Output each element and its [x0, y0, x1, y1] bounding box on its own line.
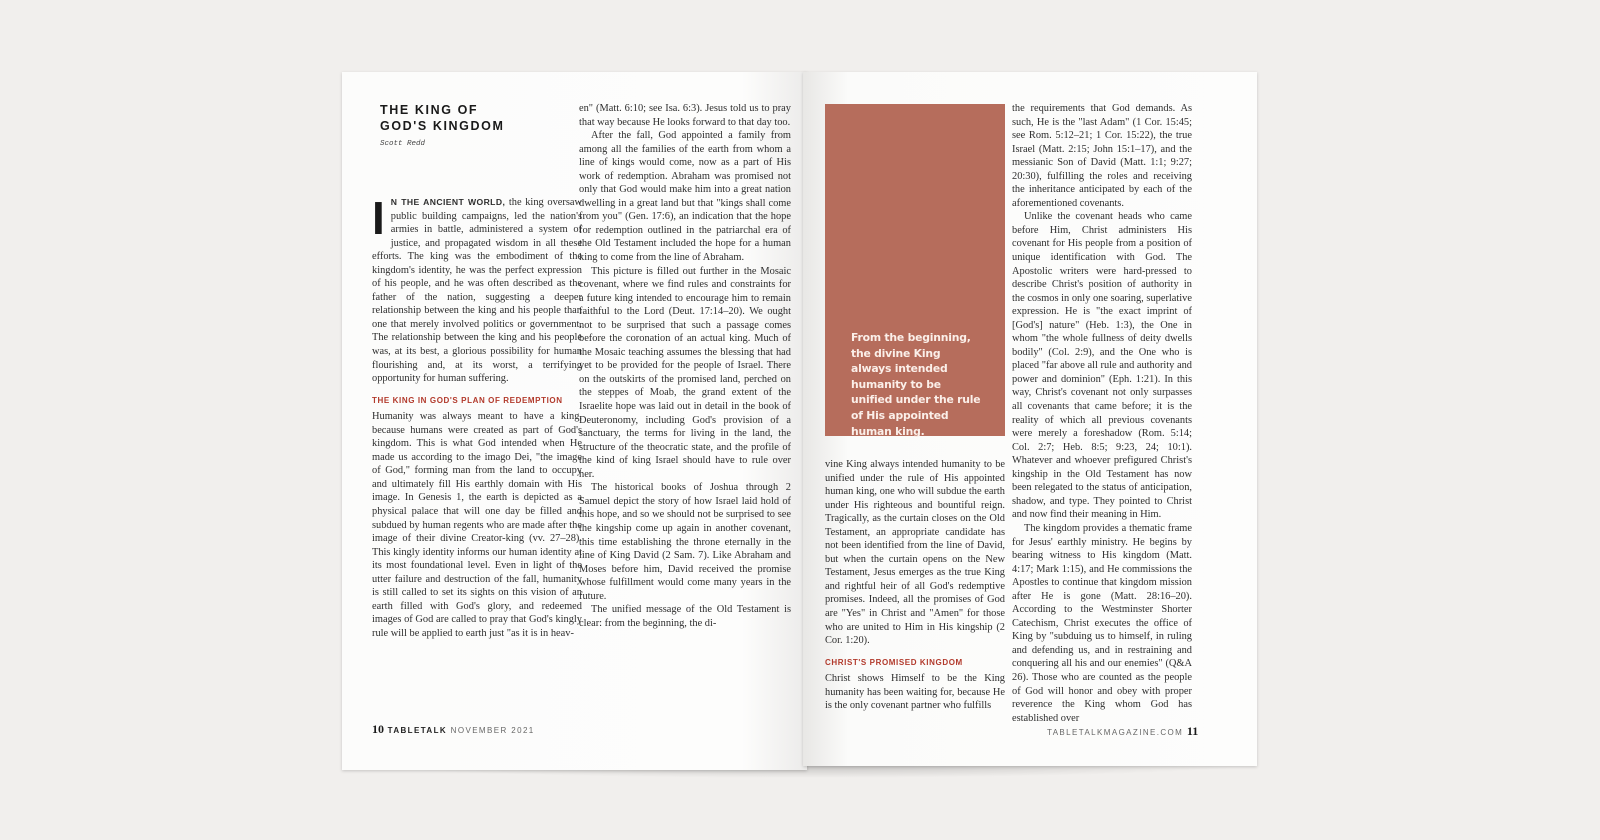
paragraph: The unified message of the Old Testament is clear: from the beginning, the di- [579, 604, 791, 629]
paragraph: This picture is filled out further in the Mosaic covenant, where we find rules and constraints for a future king intended to encourage him to remain faithful to the Lord (Deut. 17:14–20). We ought not to be surprised that such a passage comes before the coronation of an actual king. Much of the Mosaic teaching assumes the blessing that had yet to be provided for the people of Israel. There on the outskirts of the promised land, perched on the steppes of Moab, the grand extent of the Israelite hope was laid out in detail in the book of Deuteronomy, including God's provision of a sanctuary, the terms for living in the land, the structure of the theocratic state, and the profile of the kind of king Israel should have to rule over her. [579, 265, 791, 480]
paragraph: After the fall, God appointed a family from among all the families of the earth from whom a line of kings would come, now as a part of His work of redemption. Abraham was promised not only that God would make him into a great nation dwelling in a great land but that "kings shall come from you" (Gen. 17:6), an indication that the hope for redemption outlined in the patriarchal era of the Old Testament included the hope for a human king to come from the line of Abraham. [579, 130, 791, 264]
paragraph: Humanity was always meant to have a king, because humans were created as part of God's kingdom. This is what God intended when He made us according to the imago Dei, "the image of God," forming man from the land to occupy and ultimately fill His earthly domain with His image. In Genesis 1, the earth is depicted as a physical palace that will one day be filled and subdued by human regents who are made after the image of their divine Creator-king (vv. 27–28). This kingly identity informs our human identity at its most foundational level. Even in light of the utter failure and destruction of the fall, humanity is still called to set its sights on this vision of an earth filled with God's glory, and redeemed images of God are called to pray that God's kingly rule will be applied to earth just "as it is in heav- [372, 411, 582, 639]
paragraph: the requirements that God demands. As such, He is the "last Adam" (1 Cor. 15:45; see Rom. 5:12–21; 1 Cor. 15:22), the true Israel (Matt. 2:15; John 15:1–17), and the messianic Son of David (Matt. 1:1; 9:27; 20:30), fulfilling the roles and receiving the inheritance anticipated by each of the aforementioned covenants. [1012, 103, 1192, 209]
magazine-name: TABLETALK [387, 726, 448, 735]
author-byline: Scott Redd [380, 140, 426, 148]
right-page [803, 72, 1257, 766]
title-line-1: THE KING OF [380, 103, 479, 117]
paragraph: The kingdom provides a thematic frame for Jesus' earthly ministry. He begins by bearing witness to His kingdom (Matt. 4:17; Mark 1:15), and He commissions the Apostles to continue that kingdom mission after He is gone (Matt. 28:16–20). According to the Westminster Shorter Catechism, Christ executes the office of King by "subduing us to himself, in ruling and defending us, and in restraining and conquering all his and our enemies" (Q&A 26). Those who are counted as the people of God will honor and obey with proper reverence the King whom God has established over [1012, 522, 1192, 724]
right-column-1 [825, 458, 1005, 713]
right-folio [1047, 724, 1198, 739]
pull-quote: From the beginning, the divine King always intended humanity to be unified under the rule of His appointed human king. [851, 331, 981, 438]
drop-cap: I [372, 192, 385, 244]
subhead-kingdom: CHRIST'S PROMISED KINGDOM [825, 657, 963, 667]
article-title [380, 102, 504, 134]
paragraph: vine King always intended humanity to be unified under the rule of His appointed human king, one who will subdue the earth under His righteous and bountiful reign. Tragically, as the curtain closes on the Old Testament, an appropriate candidate has not been identified from the line of David, but when the curtain opens on the New Testament, Jesus emerges as the true King and rightful heir of all God's redemptive promises. Indeed, all the promises of God are "Yes" in Christ and "Amen" for those who are united to Him in His kingship (2 Cor. 1:20). [825, 459, 1005, 647]
right-column-2 [1012, 102, 1192, 725]
paragraph: Christ shows Himself to be the King humanity has been waiting for, because He is the only covenant partner who fulfills [825, 673, 1005, 712]
paragraph: en" (Matt. 6:10; see Isa. 6:3). Jesus told us to pray that way because He looks forward to that day too. [579, 103, 791, 128]
title-line-2: GOD'S KINGDOM [380, 119, 505, 133]
paragraph: Unlike the covenant heads who came before Him, Christ administers His covenant for His people from a position of unique identification with God. The Apostolic writers were hard-pressed to describe Christ's position of authority in the cosmos in only one soaring, superlative expression. He is "the exact imprint of [God's] nature" (Heb. 1:3), the One in whom "the whole fullness of deity dwells bodily" (Col. 2:9), and the One who is placed "far above all rule and authority and power and dominion" (Eph. 1:21). In this way, Christ's covenant not only surpasses all covenants that came before; it is the reality of which all previous covenants were merely a foreshadow (Rom. 5:14; Col. 2:7; Heb. 8:5; 9:23, 24; 10:1). Whatever and whoever prefigured Christ's kingship in the Old Testament has now been relegated to the status of anticipation, shadow, and type. They pointed to Christ and now find their meaning in Him. [1012, 211, 1192, 521]
intro-paragraph [372, 192, 582, 386]
left-column-2 [579, 102, 791, 630]
lead-in: N THE ANCIENT WORLD, [390, 197, 506, 207]
left-page [342, 72, 807, 770]
left-folio [372, 722, 535, 737]
paragraph: The historical books of Joshua through 2 Samuel depict the story of how Israel laid hold of this hope, and so we should not be surprised to see the kingship come up again in another covenant, this time establishing the throne eternally in the line of King David (2 Sam. 7). Like Abraham and Moses before him, David received the promise whose fulfillment would come many years in the future. [579, 482, 791, 602]
page-number: 10 [372, 722, 384, 736]
magazine-website: TABLETALKMAGAZINE.COM [1047, 728, 1184, 737]
subhead-redemption: THE KING IN GOD'S PLAN OF REDEMPTION [372, 395, 563, 405]
page-number: 11 [1186, 724, 1199, 738]
left-column-1 [372, 192, 582, 641]
intro-text: the king oversaw public building campaigns, led the nation's armies in battle, administered a system of justice, and propagated wisdom in all these efforts. The king was the embodiment of the kingdom's identity, he was the perfect expression of his people, and he was often described as the father of the nation, suggesting a deeper relationship between the king and his people than one that merely involved politics or government. The relationship between the king and his people was, at its best, a glorious possibility for human flourishing and, at its worst, a terrifying opportunity for human suffering. [372, 197, 582, 385]
pull-quote-box [825, 104, 1005, 436]
issue-date: NOVEMBER 2021 [450, 726, 535, 735]
